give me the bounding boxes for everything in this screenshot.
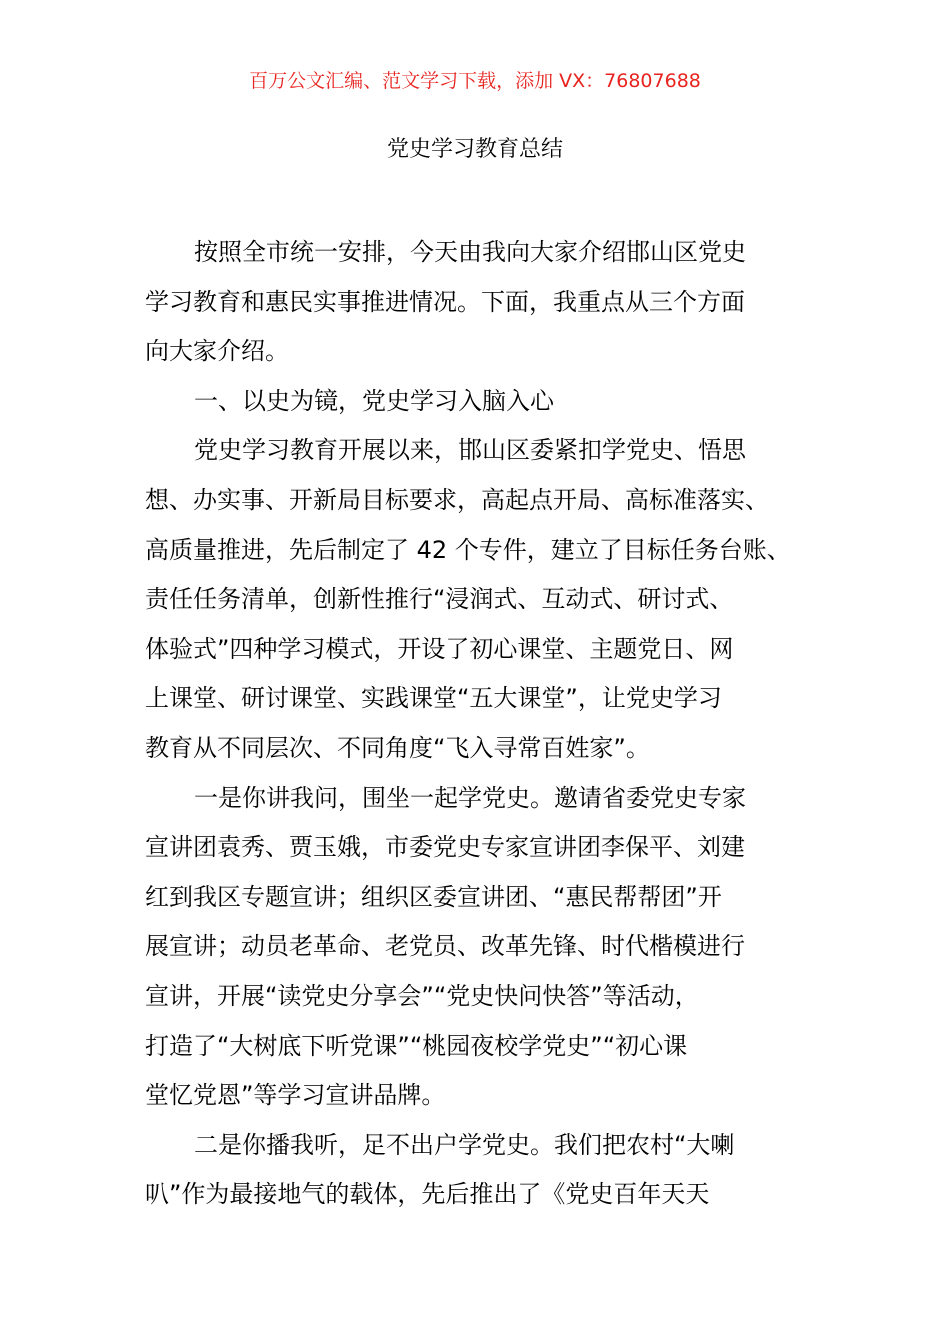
- paragraph-line: 叭”作为最接地气的载体，先后推出了《党史百年天天: [145, 1180, 710, 1209]
- header-ad-text: 百万公文汇编、范文学习下载，添加 VX：76807688: [249, 70, 701, 92]
- paragraph-line: 宣讲，开展“读党史分享会”“党史快问快答”等活动，: [145, 981, 699, 1010]
- paragraph-line: 堂忆党恩”等学习宣讲品牌。: [145, 1081, 446, 1110]
- paragraph-line: 打造了“大树底下听党课”“桃园夜校学党史”“初心课: [145, 1031, 688, 1060]
- paragraph-line: 按照全市统一安排，今天由我向大家介绍邯山区党史: [194, 238, 746, 266]
- paragraph-line: 二是你播我听，足不出户学党史。我们把农村“大喇: [194, 1130, 735, 1159]
- paragraph-line: 高质量推进，先后制定了 42 个专件，建立了目标任务台账、: [145, 535, 791, 564]
- paragraph-line: 向大家介绍。: [145, 337, 289, 366]
- paragraph-line: 展宣讲；动员老革命、老党员、改革先锋、时代楷模进行: [145, 932, 745, 961]
- paragraph-line: 一是你讲我问，围坐一起学党史。邀请省委党史专家: [194, 783, 746, 812]
- paragraph-line: 体验式”四种学习模式，开设了初心课堂、主题党日、网: [145, 634, 734, 663]
- document-title: 党史学习教育总结: [386, 137, 563, 162]
- paragraph-line: 想、办实事、开新局目标要求，高起点开局、高标准落实、: [145, 485, 769, 514]
- section-heading: 一、以史为镜，党史学习入脑入心: [194, 386, 554, 415]
- paragraph-line: 教育从不同层次、不同角度“飞入寻常百姓家”。: [145, 733, 650, 762]
- paragraph-line: 上课堂、研讨课堂、实践课堂“五大课堂”，让党史学习: [145, 684, 722, 713]
- paragraph-line: 宣讲团袁秀、贾玉娥，市委党史专家宣讲团李保平、刘建: [145, 833, 745, 862]
- document-body: [145, 228, 825, 1220]
- paragraph-line: 责任任务清单，创新性推行“浸润式、互动式、研讨式、: [145, 585, 734, 614]
- paragraph-line: 学习教育和惠民实事推进情况。下面，我重点从三个方面: [145, 287, 745, 316]
- paragraph-line: 党史学习教育开展以来，邯山区委紧扣学党史、悟思: [194, 436, 746, 465]
- paragraph-line: 红到我区专题宣讲；组织区委宣讲团、“惠民帮帮团”开: [145, 882, 722, 911]
